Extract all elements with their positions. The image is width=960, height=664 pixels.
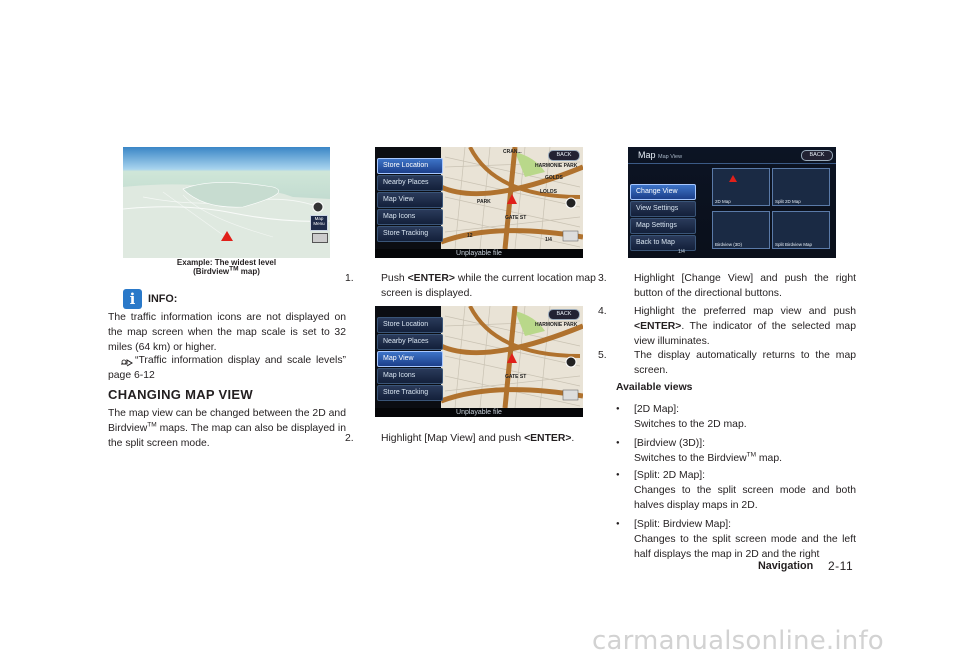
bullet-2d-map: ● [2D Map]: Switches to the 2D map. <box>616 404 747 430</box>
menu-item-map-icons[interactable]: Map Icons <box>377 368 443 384</box>
back-button[interactable]: BACK <box>548 309 580 320</box>
info-icon: i <box>123 289 142 309</box>
nav-menu <box>377 158 443 243</box>
back-button[interactable]: BACK <box>548 150 580 161</box>
step-3: 3. Highlight [Change View] and push the right button of the directional buttons. <box>598 273 856 299</box>
figure-caption <box>123 258 330 276</box>
available-views-heading: Available views <box>616 382 693 393</box>
menu-item-nearby-places[interactable]: Nearby Places <box>377 175 443 191</box>
road-label-gate-st: GATE ST <box>505 215 527 221</box>
info-text: The traffic information icons are not displayed on the map screen when the map scale is set to 32 miles (64 km) or higher. <box>108 312 346 353</box>
menu-item-store-location[interactable]: Store Location <box>377 158 443 174</box>
map-menu-button[interactable]: Map Menu <box>310 215 328 231</box>
step-4: 4. Highlight the preferred map view and push <ENTER>. The indicator of the selected map view illuminates. <box>598 306 856 347</box>
bullet-split-2d: ● [Split: 2D Map]: Changes to the split screen mode and both halves display maps in 2D. <box>616 470 856 511</box>
road-label-scale: 1/4 <box>545 237 552 243</box>
road-label-harmonie-park: HARMONIE PARK <box>535 322 578 328</box>
nav-screen-menu-2 <box>375 306 583 417</box>
page-indicator: 1/4 <box>678 249 685 255</box>
thumb-split-birdview-map[interactable]: Split Birdview Map <box>772 211 830 249</box>
status-bar: Unplayable file <box>375 249 583 258</box>
back-button[interactable]: BACK <box>801 150 833 161</box>
step-1: 1. Push <ENTER> while the current location map screen is displayed. <box>345 273 596 299</box>
road-label-harmonie-park: HARMONIE PARK <box>535 163 578 169</box>
menu-item-map-view[interactable]: Map View <box>377 192 443 208</box>
figure-caption-line1: Example: The widest level <box>176 258 277 267</box>
thumb-birdview-3d[interactable]: Birdview (3D) <box>712 211 770 249</box>
thumb-2d-map[interactable]: 2D Map <box>712 168 770 206</box>
nav-screen-map-view <box>628 147 836 258</box>
menu-item-back-to-map[interactable]: Back to Map <box>630 235 696 251</box>
reference-text: “Traffic information display and scale levels” page 6-12 <box>108 355 346 381</box>
nav-screen-menu-1 <box>375 147 583 258</box>
section-heading: CHANGING MAP VIEW <box>108 387 253 402</box>
info-heading: INFO: <box>148 293 178 305</box>
scale-icon <box>312 233 328 243</box>
screen-title: Map Map View <box>638 150 683 160</box>
thumb-split-2d-map[interactable]: Split 2D Map <box>772 168 830 206</box>
footer-section: Navigation <box>758 560 814 572</box>
road-label-lolds: LOLDS <box>540 189 557 195</box>
menu-item-view-settings[interactable]: View Settings <box>630 201 696 217</box>
road-label-gate-st: GATE ST <box>505 374 527 380</box>
menu-item-map-settings[interactable]: Map Settings <box>630 218 696 234</box>
road-label-cran: CRAN... <box>503 149 522 155</box>
figure-caption-line2: (Birdview™ map) <box>193 265 260 276</box>
nav-menu <box>377 317 443 402</box>
section-body: The map view can be changed between the 2D and Birdview™ maps. The map can also be displayed in the split screen mode. <box>108 408 346 449</box>
road-label-12: 12 <box>467 233 473 239</box>
road-label-park: PARK <box>477 199 491 205</box>
menu-item-store-tracking[interactable]: Store Tracking <box>377 385 443 401</box>
road-label-golds: GOLDS <box>545 175 563 181</box>
watermark: carmanualsonline.info <box>592 626 884 656</box>
menu-item-change-view[interactable]: Change View <box>630 184 696 200</box>
menu-item-map-view[interactable]: Map View <box>377 351 443 367</box>
birdview-map-graphic <box>123 147 330 258</box>
step-5: 5. The display automatically returns to the map screen. <box>598 350 856 376</box>
bullet-split-birdview: ● [Split: Birdview Map]: Changes to the split screen mode and the left half displays the map in 2D and the right <box>616 519 856 560</box>
menu-item-store-tracking[interactable]: Store Tracking <box>377 226 443 242</box>
status-bar: Unplayable file <box>375 408 583 417</box>
birdview-map-image <box>123 147 330 258</box>
menu-item-nearby-places[interactable]: Nearby Places <box>377 334 443 350</box>
menu-item-store-location[interactable]: Store Location <box>377 317 443 333</box>
menu-item-map-icons[interactable]: Map Icons <box>377 209 443 225</box>
footer-page-number: 2-11 <box>828 559 854 573</box>
bullet-birdview: ● [Birdview (3D)]: Switches to the Birdview™ map. <box>616 438 783 464</box>
map-view-menu <box>630 184 696 252</box>
step-2: 2. Highlight [Map View] and push <ENTER>. <box>345 433 575 444</box>
